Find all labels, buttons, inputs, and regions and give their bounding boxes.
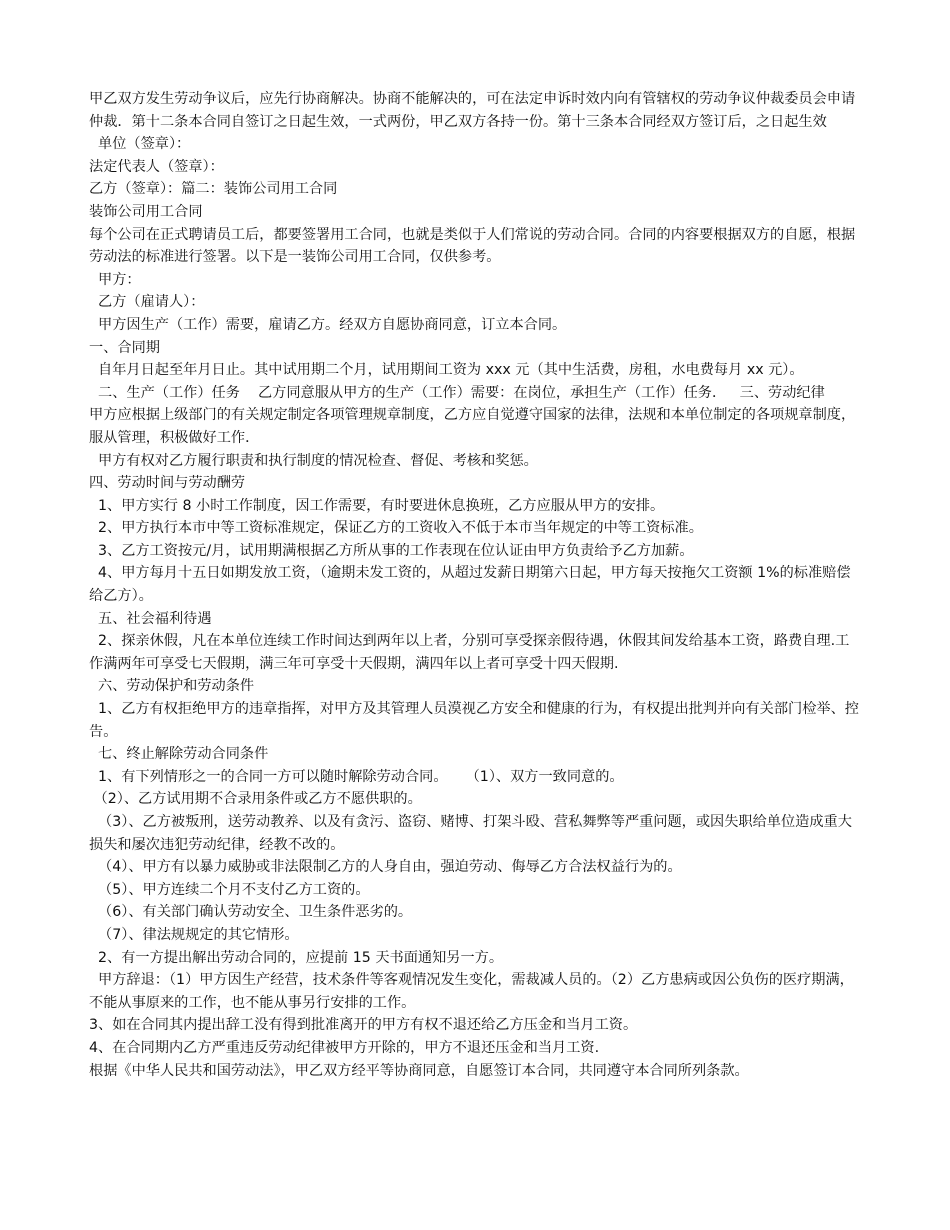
text-line: 2、甲方执行本市中等工资标准规定，保证乙方的工资收入不低于本市当年规定的中等工资标准。 — [89, 520, 703, 537]
text-line: 甲方： — [89, 271, 141, 288]
text-line: （4）、甲方有以暴力威胁或非法限制乙方的人身自由，强迫劳动、侮辱乙方合法权益行为的。 — [89, 859, 682, 876]
text-line: 1、甲方实行 8 小时工作制度，因工作需要，有时要进休息换班，乙方应服从甲方的安排。 — [89, 497, 665, 514]
text-line: 2、有一方提出解出劳动合同的，应提前 15 天书面通知另一方。 — [89, 949, 504, 966]
text-line: 乙方（雇请人）： — [89, 294, 205, 311]
text-line: 甲方因生产（工作）需要，雇请乙方。经双方自愿协商同意，订立本合同。 — [89, 316, 567, 333]
text-line: 七、终止解除劳动合同条件 — [89, 746, 269, 763]
text-line: （6）、有关部门确认劳动安全、卫生条件恶劣的。 — [89, 904, 413, 921]
text-line: 法定代表人（签章）： — [89, 158, 224, 175]
text-line: 1、有下列情形之一的合同一方可以随时解除劳动合同。 （1）、双方一致同意的。 — [89, 768, 624, 785]
text-line: 装饰公司用工合同 — [89, 203, 203, 220]
text-line: 甲方辞退：（1）甲方因生产经营，技术条件等客观情况发生变化，需裁减人员的。（2）乙方患病或因公负伤的医疗期满，不能从事原来的工作，也不能从事另行安排的工作。 — [89, 972, 854, 1011]
text-line: 2、探亲休假，凡在本单位连续工作时间达到两年以上者，分别可享受探亲假待遇，休假其间发给基本工资，路费自理.工作满两年可享受七天假期，满三年可享受十天假期，满四年以上者可享受十四天假期. — [89, 633, 850, 672]
text-line: 3、乙方工资按元/月，试用期满根据乙方所从事的工作表现在位认证由甲方负责给予乙方加薪。 — [89, 542, 694, 559]
text-line: 六、劳动保护和劳动条件 — [89, 678, 255, 695]
text-line: 甲乙双方发生劳动争议后，应先行协商解决。协商不能解决的，可在法定申诉时效内向有管辖权的劳动争议仲裁委员会申请仲裁．第十二条本合同自签订之日起生效，一式两份，甲乙双方各持一份。第十三条本合同经双方签订后，之日起生效 — [89, 91, 856, 130]
text-line: 甲方有权对乙方履行职责和执行制度的情况检查、督促、考核和奖惩。 — [89, 452, 538, 469]
text-line: （5）、甲方连续二个月不支付乙方工资的。 — [89, 881, 370, 898]
text-line: （7）、律法规规定的其它情形。 — [89, 926, 299, 943]
text-line: 甲方应根据上级部门的有关规定制定各项管理规章制度，乙方应自觉遵守国家的法律，法规和本单位制定的各项规章制度，服从管理，积极做好工作． — [89, 407, 856, 446]
text-line: 根据《中华人民共和国劳动法》，甲乙双方经平等协商同意，自愿签订本合同，共同遵守本合同所列条款。 — [89, 1062, 749, 1079]
text-line: （3）、乙方被叛刑，送劳动教养、以及有贪污、盗窃、赌博、打架斗殴、营私舞弊等严重问题，或因失职给单位造成重大损失和屡次违犯劳动纪律，经教不改的。 — [89, 814, 852, 853]
text-line: 4、甲方每月十五日如期发放工资，（逾期未发工资的，从超过发薪日期第六日起，甲方每天按拖欠工资额 1%的标准赔偿给乙方）。 — [89, 565, 851, 605]
text-line: 1、乙方有权拒绝甲方的违章指挥，对甲方及其管理人员漠视乙方安全和健康的行为，有权提出批判并向有关部门检举、控告。 — [89, 701, 859, 740]
text-line: 乙方（签章）：篇二：装饰公司用工合同 — [89, 181, 338, 198]
text-line: 五、社会福利待遇 — [89, 610, 212, 627]
document-page — [89, 88, 861, 1082]
text-line: 3、如在合同其内提出辞工没有得到批准离开的甲方有权不退还给乙方压金和当月工资。 — [89, 1017, 638, 1034]
text-line: 4、在合同期内乙方严重违反劳动纪律被甲方开除的，甲方不退还压金和当月工资. — [89, 1039, 600, 1056]
text-line: 每个公司在正式聘请员工后，都要签署用工合同，也就是类似于人们常说的劳动合同。合同的内容要根据双方的自愿，根据劳动法的标准进行签署。以下是一装饰公司用工合同，仅供参考。 — [89, 226, 856, 266]
text-line: 四、劳动时间与劳动酬劳 — [89, 475, 246, 492]
text-line: 自年月日起至年月日止。其中试用期二个月，试用期间工资为 xxx 元（其中生活费，房租，水电费每月 xx 元）。 — [89, 362, 804, 379]
text-line: 二、生产（工作）任务 乙方同意服从甲方的生产（工作）需要：在岗位，承担生产（工作）任务． 三、劳动纪律 — [89, 384, 825, 401]
text-line: （2）、乙方试用期不合录用条件或乙方不愿供职的。 — [89, 791, 422, 808]
text-line: 一、合同期 — [89, 339, 160, 356]
text-line: 单位（签章）： — [89, 136, 191, 153]
